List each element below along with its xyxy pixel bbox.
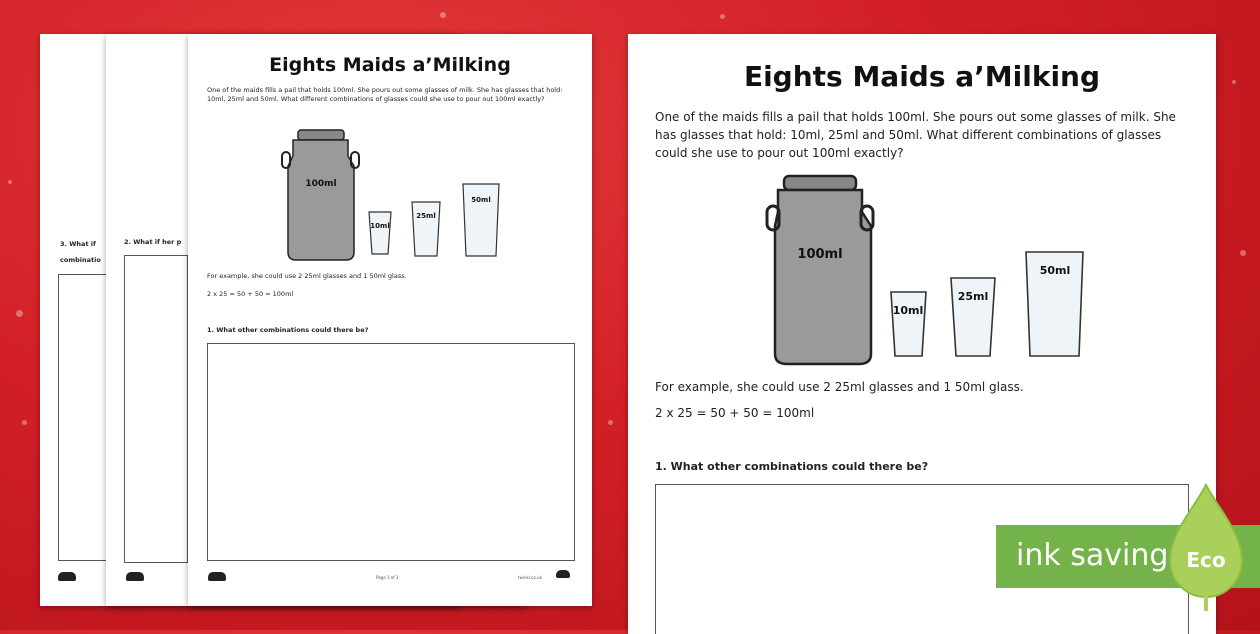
equation-text-large: 2 x 25 = 50 + 50 = 100ml: [655, 406, 815, 420]
equation-text: 2 x 25 = 50 + 50 = 100ml: [207, 290, 294, 298]
twinkl-logo: [208, 572, 226, 581]
page-title-large: Eights Maids a’Milking: [743, 60, 1101, 93]
page-title: Eights Maids a’Milking: [269, 54, 511, 76]
twinkl-logo: [58, 572, 76, 581]
answer-box: [124, 255, 188, 563]
intro-text: One of the maids fills a pail that holds 100ml. She pours out some glasses of milk. She has glasses that hold: 10ml, 25ml and 50ml. What different combinations of glasses could she use to pour out 100ml exactly?: [207, 86, 563, 103]
example-text-large: For example, she could use 2 25ml glasses and 1 50ml glass.: [655, 380, 1024, 394]
glass-label-50ml-large: 50ml: [1039, 264, 1071, 277]
background-dot: [608, 420, 613, 425]
glass-label-10ml-large: 10ml: [892, 304, 924, 317]
footer-url: twinkl.co.uk: [518, 575, 542, 580]
background-dot: [16, 310, 23, 317]
combination-fragment: combinatio: [60, 256, 101, 264]
background-dot: [1240, 250, 1246, 256]
glass-label-25ml-large: 25ml: [957, 290, 989, 303]
pail-label: 100ml: [305, 179, 337, 189]
glass-label-50ml: 50ml: [471, 196, 491, 204]
background-dot: [720, 14, 725, 19]
question-3: 3. What if: [60, 240, 96, 248]
ink-saving-label: ink saving: [1016, 538, 1169, 573]
question-1-large: 1. What other combinations could there be?: [655, 460, 929, 473]
intro-text-large: One of the maids fills a pail that holds 100ml. She pours out some glasses of milk. She has glasses that hold: 10ml, 25ml and 50ml. What different combinations of glasses could she use to pour out 100ml exactly?: [655, 110, 1176, 160]
glass-10ml-icon: [369, 212, 391, 254]
question-2: 2. What if her p: [124, 238, 182, 246]
background-dot: [1232, 80, 1236, 84]
answer-box: [207, 343, 575, 561]
page-number: Page 1 of 3: [376, 575, 399, 580]
glass-10ml-large-icon: [891, 292, 926, 356]
glass-label-25ml: 25ml: [416, 212, 436, 220]
twinkl-logo-right: [556, 570, 570, 578]
background-dot: [22, 420, 27, 425]
eco-drop-icon: [1166, 483, 1246, 613]
twinkl-logo: [126, 572, 144, 581]
glass-50ml-icon: [463, 184, 499, 256]
worksheet-page-1-small: [188, 34, 592, 606]
background-dot: [8, 180, 12, 184]
pail-label-large: 100ml: [797, 247, 843, 262]
milk-churn-icon-large: [767, 176, 873, 364]
question-1: 1. What other combinations could there be?: [207, 326, 369, 334]
glass-label-10ml: 10ml: [370, 222, 390, 230]
eco-label: Eco: [1186, 548, 1226, 572]
milk-illustration-large: [628, 170, 1216, 370]
milk-illustration: [188, 126, 592, 266]
example-text: For example, she could use 2 25ml glasses and 1 50ml glass.: [207, 272, 407, 280]
background-dot: [440, 12, 446, 18]
glass-25ml-icon: [412, 202, 440, 256]
milk-churn-icon: [282, 130, 359, 260]
